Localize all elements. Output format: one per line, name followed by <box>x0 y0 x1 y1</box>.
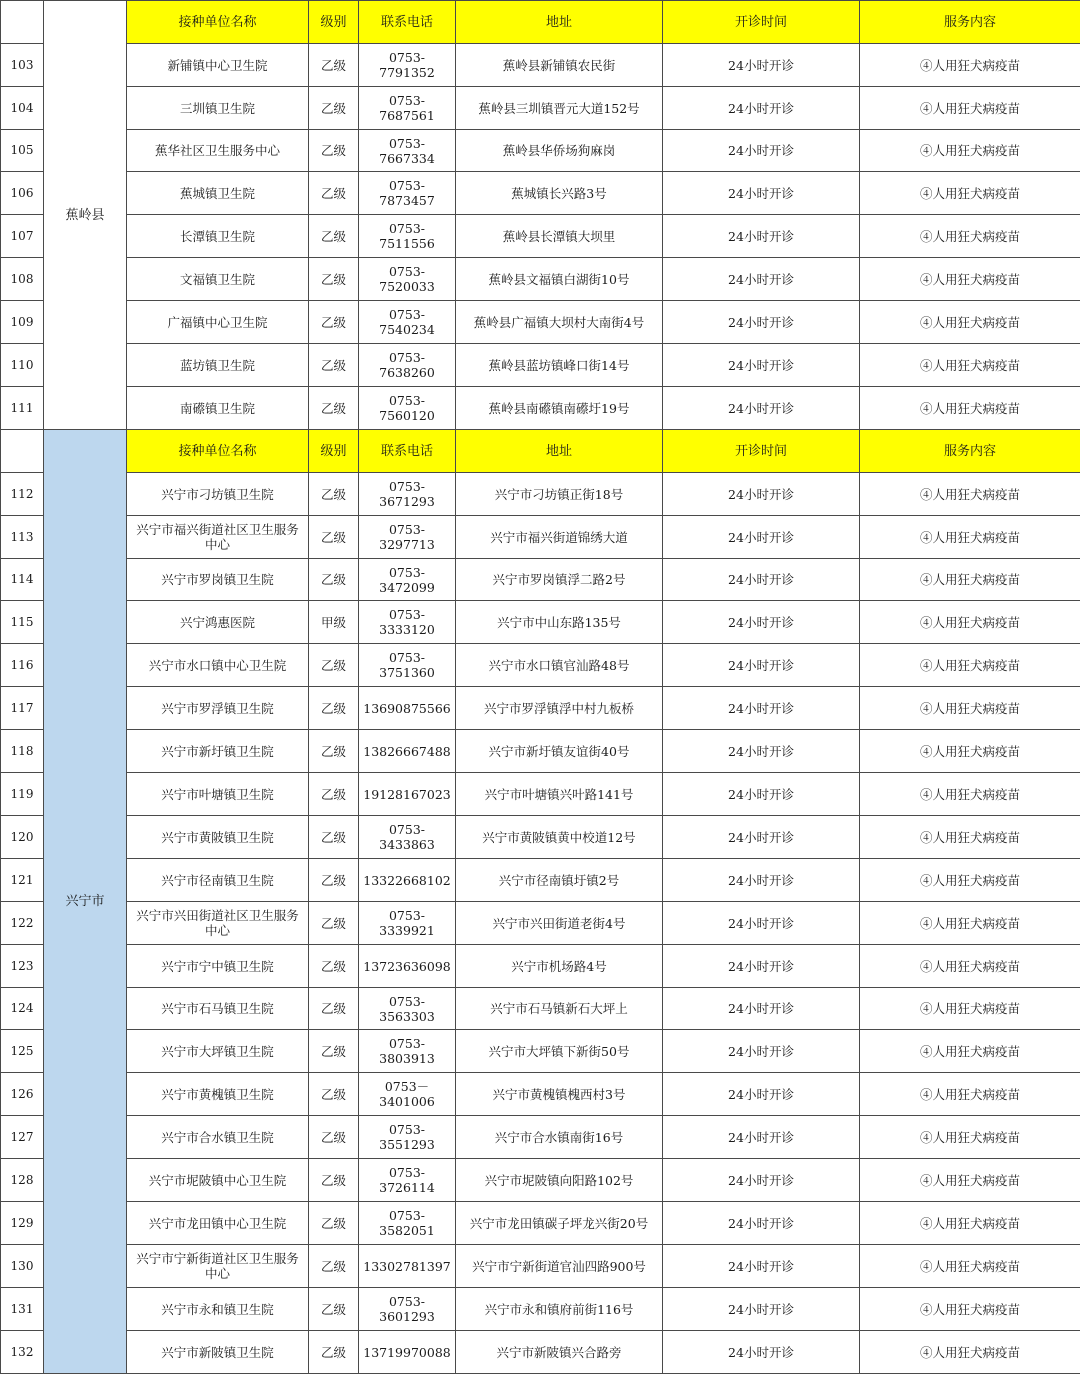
site-phone: 0753-3751360 <box>359 644 456 687</box>
row-number: 124 <box>1 988 44 1030</box>
index-header-cell <box>1 430 44 473</box>
site-level: 乙级 <box>309 1030 359 1073</box>
index-header-cell <box>1 1 44 44</box>
row-number: 118 <box>1 730 44 773</box>
site-name: 新铺镇中心卫生院 <box>127 44 309 87</box>
table-row <box>1 816 1080 859</box>
row-number: 110 <box>1 344 44 387</box>
site-service: ④人用狂犬病疫苗 <box>860 859 1080 902</box>
table-row <box>1 1159 1080 1202</box>
site-name: 兴宁市新陂镇卫生院 <box>127 1331 309 1374</box>
table-row <box>1 516 1080 559</box>
table-row <box>1 644 1080 687</box>
site-service: ④人用狂犬病疫苗 <box>860 130 1080 172</box>
table-row <box>1 687 1080 730</box>
site-level: 甲级 <box>309 601 359 644</box>
table-row <box>1 773 1080 816</box>
column-header-address: 地址 <box>456 430 663 473</box>
site-address: 蕉岭县蓝坊镇峰口街14号 <box>456 344 663 387</box>
site-phone: 13723636098 <box>359 945 456 988</box>
site-level: 乙级 <box>309 130 359 172</box>
site-service: ④人用狂犬病疫苗 <box>860 44 1080 87</box>
site-level: 乙级 <box>309 988 359 1030</box>
table-row <box>1 945 1080 988</box>
site-hours: 24小时开诊 <box>663 816 860 859</box>
site-phone: 0753-3671293 <box>359 473 456 516</box>
site-service: ④人用狂犬病疫苗 <box>860 1331 1080 1374</box>
row-number: 120 <box>1 816 44 859</box>
site-name: 兴宁市新圩镇卫生院 <box>127 730 309 773</box>
row-number: 126 <box>1 1073 44 1116</box>
site-phone: 0753-3472099 <box>359 559 456 601</box>
site-name: 兴宁市水口镇中心卫生院 <box>127 644 309 687</box>
site-address: 兴宁市合水镇南街16号 <box>456 1116 663 1159</box>
site-name: 兴宁市坭陂镇中心卫生院 <box>127 1159 309 1202</box>
site-name: 长潭镇卫生院 <box>127 215 309 258</box>
site-service: ④人用狂犬病疫苗 <box>860 87 1080 130</box>
row-number: 108 <box>1 258 44 301</box>
site-level: 乙级 <box>309 387 359 430</box>
table-row <box>1 44 1080 87</box>
site-name: 文福镇卫生院 <box>127 258 309 301</box>
table-row <box>1 1030 1080 1073</box>
site-phone: 19128167023 <box>359 773 456 816</box>
column-header-hours: 开诊时间 <box>663 1 860 44</box>
row-number: 113 <box>1 516 44 559</box>
site-address: 兴宁市坭陂镇向阳路102号 <box>456 1159 663 1202</box>
site-name: 兴宁市合水镇卫生院 <box>127 1116 309 1159</box>
table-row <box>1 1331 1080 1374</box>
table-row <box>1 344 1080 387</box>
site-level: 乙级 <box>309 902 359 945</box>
site-address: 蕉岭县文福镇白湖街10号 <box>456 258 663 301</box>
table-row <box>1 730 1080 773</box>
site-hours: 24小时开诊 <box>663 516 860 559</box>
column-header-hours: 开诊时间 <box>663 430 860 473</box>
table-row <box>1 215 1080 258</box>
site-address: 蕉城镇长兴路3号 <box>456 172 663 215</box>
site-address: 兴宁市黄槐镇槐西村3号 <box>456 1073 663 1116</box>
site-phone: 0753-3601293 <box>359 1288 456 1331</box>
site-name: 南礤镇卫生院 <box>127 387 309 430</box>
site-address: 兴宁市大坪镇下新街50号 <box>456 1030 663 1073</box>
site-phone: 0753-3726114 <box>359 1159 456 1202</box>
site-hours: 24小时开诊 <box>663 1159 860 1202</box>
site-name: 兴宁市福兴街道社区卫生服务中心 <box>127 516 309 559</box>
table-row <box>1 87 1080 130</box>
row-number: 115 <box>1 601 44 644</box>
site-hours: 24小时开诊 <box>663 902 860 945</box>
site-hours: 24小时开诊 <box>663 387 860 430</box>
table-row <box>1 601 1080 644</box>
site-level: 乙级 <box>309 516 359 559</box>
site-hours: 24小时开诊 <box>663 988 860 1030</box>
site-hours: 24小时开诊 <box>663 301 860 344</box>
site-hours: 24小时开诊 <box>663 730 860 773</box>
header-row <box>1 1 1080 44</box>
row-number: 131 <box>1 1288 44 1331</box>
site-service: ④人用狂犬病疫苗 <box>860 344 1080 387</box>
site-hours: 24小时开诊 <box>663 258 860 301</box>
site-service: ④人用狂犬病疫苗 <box>860 988 1080 1030</box>
site-phone: 0753-7520033 <box>359 258 456 301</box>
site-address: 兴宁市永和镇府前街116号 <box>456 1288 663 1331</box>
site-address: 兴宁市黄陂镇黄中校道12号 <box>456 816 663 859</box>
column-header-service: 服务内容 <box>860 430 1080 473</box>
site-level: 乙级 <box>309 344 359 387</box>
site-level: 乙级 <box>309 859 359 902</box>
site-service: ④人用狂犬病疫苗 <box>860 215 1080 258</box>
site-phone: 0753-3803913 <box>359 1030 456 1073</box>
row-number: 130 <box>1 1245 44 1288</box>
site-name: 兴宁市兴田街道社区卫生服务中心 <box>127 902 309 945</box>
site-name: 兴宁市永和镇卫生院 <box>127 1288 309 1331</box>
row-number: 104 <box>1 87 44 130</box>
site-phone: 0753-3551293 <box>359 1116 456 1159</box>
table-body <box>1 1 1080 1374</box>
site-service: ④人用狂犬病疫苗 <box>860 387 1080 430</box>
site-level: 乙级 <box>309 559 359 601</box>
site-address: 兴宁市新圩镇友谊街40号 <box>456 730 663 773</box>
row-number: 117 <box>1 687 44 730</box>
site-phone: 0753-7540234 <box>359 301 456 344</box>
site-level: 乙级 <box>309 1202 359 1245</box>
site-name: 蓝坊镇卫生院 <box>127 344 309 387</box>
site-name: 兴宁鸿惠医院 <box>127 601 309 644</box>
site-phone: 0753-7560120 <box>359 387 456 430</box>
site-name: 兴宁市石马镇卫生院 <box>127 988 309 1030</box>
site-level: 乙级 <box>309 44 359 87</box>
site-address: 兴宁市刁坊镇正街18号 <box>456 473 663 516</box>
row-number: 119 <box>1 773 44 816</box>
site-service: ④人用狂犬病疫苗 <box>860 1159 1080 1202</box>
site-phone: 0753-3333120 <box>359 601 456 644</box>
site-service: ④人用狂犬病疫苗 <box>860 301 1080 344</box>
site-service: ④人用狂犬病疫苗 <box>860 773 1080 816</box>
table-row <box>1 1288 1080 1331</box>
row-number: 128 <box>1 1159 44 1202</box>
site-level: 乙级 <box>309 687 359 730</box>
site-phone: 13719970088 <box>359 1331 456 1374</box>
site-address: 兴宁市宁新街道官汕四路900号 <box>456 1245 663 1288</box>
site-hours: 24小时开诊 <box>663 172 860 215</box>
table-row <box>1 301 1080 344</box>
site-address: 蕉岭县广福镇大坝村大南街4号 <box>456 301 663 344</box>
site-phone: 0753-7511556 <box>359 215 456 258</box>
site-level: 乙级 <box>309 172 359 215</box>
site-phone: 0753-3563303 <box>359 988 456 1030</box>
site-level: 乙级 <box>309 816 359 859</box>
site-level: 乙级 <box>309 215 359 258</box>
site-level: 乙级 <box>309 1159 359 1202</box>
row-number: 111 <box>1 387 44 430</box>
site-name: 兴宁市龙田镇中心卫生院 <box>127 1202 309 1245</box>
row-number: 123 <box>1 945 44 988</box>
site-hours: 24小时开诊 <box>663 601 860 644</box>
site-phone: 0753-3339921 <box>359 902 456 945</box>
site-service: ④人用狂犬病疫苗 <box>860 172 1080 215</box>
site-service: ④人用狂犬病疫苗 <box>860 902 1080 945</box>
site-service: ④人用狂犬病疫苗 <box>860 1288 1080 1331</box>
site-phone: 13302781397 <box>359 1245 456 1288</box>
site-service: ④人用狂犬病疫苗 <box>860 644 1080 687</box>
site-hours: 24小时开诊 <box>663 130 860 172</box>
site-hours: 24小时开诊 <box>663 644 860 687</box>
site-hours: 24小时开诊 <box>663 1030 860 1073</box>
site-level: 乙级 <box>309 473 359 516</box>
row-number: 105 <box>1 130 44 172</box>
site-address: 兴宁市福兴街道锦绣大道 <box>456 516 663 559</box>
row-number: 127 <box>1 1116 44 1159</box>
column-header-phone: 联系电话 <box>359 1 456 44</box>
row-number: 109 <box>1 301 44 344</box>
site-hours: 24小时开诊 <box>663 87 860 130</box>
table-row <box>1 1073 1080 1116</box>
site-address: 兴宁市中山东路135号 <box>456 601 663 644</box>
site-name: 蕉城镇卫生院 <box>127 172 309 215</box>
row-number: 125 <box>1 1030 44 1073</box>
site-service: ④人用狂犬病疫苗 <box>860 601 1080 644</box>
site-address: 兴宁市龙田镇碳子坪龙兴街20号 <box>456 1202 663 1245</box>
site-name: 三圳镇卫生院 <box>127 87 309 130</box>
site-level: 乙级 <box>309 1116 359 1159</box>
site-address: 兴宁市罗岗镇浮二路2号 <box>456 559 663 601</box>
row-number: 116 <box>1 644 44 687</box>
site-hours: 24小时开诊 <box>663 773 860 816</box>
row-number: 107 <box>1 215 44 258</box>
site-service: ④人用狂犬病疫苗 <box>860 1245 1080 1288</box>
table-row <box>1 559 1080 601</box>
site-service: ④人用狂犬病疫苗 <box>860 258 1080 301</box>
site-level: 乙级 <box>309 1073 359 1116</box>
site-name: 蕉华社区卫生服务中心 <box>127 130 309 172</box>
site-level: 乙级 <box>309 773 359 816</box>
site-address: 蕉岭县长潭镇大坝里 <box>456 215 663 258</box>
header-row <box>1 430 1080 473</box>
site-phone: 0753－3401006 <box>359 1073 456 1116</box>
site-service: ④人用狂犬病疫苗 <box>860 945 1080 988</box>
table-row <box>1 1245 1080 1288</box>
site-phone: 0753-3582051 <box>359 1202 456 1245</box>
site-service: ④人用狂犬病疫苗 <box>860 1073 1080 1116</box>
row-number: 132 <box>1 1331 44 1374</box>
site-service: ④人用狂犬病疫苗 <box>860 1030 1080 1073</box>
site-level: 乙级 <box>309 644 359 687</box>
site-hours: 24小时开诊 <box>663 1202 860 1245</box>
site-level: 乙级 <box>309 1331 359 1374</box>
county-cell: 兴宁市 <box>44 430 127 1374</box>
column-header-level: 级别 <box>309 1 359 44</box>
site-address: 兴宁市罗浮镇浮中村九板桥 <box>456 687 663 730</box>
site-service: ④人用狂犬病疫苗 <box>860 559 1080 601</box>
site-phone: 0753-3297713 <box>359 516 456 559</box>
site-address: 兴宁市新陂镇兴合路旁 <box>456 1331 663 1374</box>
site-address: 蕉岭县新铺镇农民街 <box>456 44 663 87</box>
table-row <box>1 258 1080 301</box>
site-hours: 24小时开诊 <box>663 1116 860 1159</box>
site-name: 兴宁市罗浮镇卫生院 <box>127 687 309 730</box>
table-row <box>1 172 1080 215</box>
site-address: 兴宁市兴田街道老街4号 <box>456 902 663 945</box>
site-hours: 24小时开诊 <box>663 344 860 387</box>
table-row <box>1 130 1080 172</box>
site-phone: 13690875566 <box>359 687 456 730</box>
site-name: 兴宁市叶塘镇卫生院 <box>127 773 309 816</box>
site-phone: 13322668102 <box>359 859 456 902</box>
site-level: 乙级 <box>309 945 359 988</box>
site-address: 蕉岭县三圳镇晋元大道152号 <box>456 87 663 130</box>
site-name: 兴宁市黄槐镇卫生院 <box>127 1073 309 1116</box>
site-address: 兴宁市叶塘镇兴叶路141号 <box>456 773 663 816</box>
row-number: 106 <box>1 172 44 215</box>
row-number: 114 <box>1 559 44 601</box>
table-row <box>1 902 1080 945</box>
site-address: 兴宁市机场路4号 <box>456 945 663 988</box>
site-service: ④人用狂犬病疫苗 <box>860 473 1080 516</box>
county-cell: 蕉岭县 <box>44 1 127 430</box>
site-name: 兴宁市大坪镇卫生院 <box>127 1030 309 1073</box>
table-row <box>1 1202 1080 1245</box>
site-hours: 24小时开诊 <box>663 215 860 258</box>
row-number: 103 <box>1 44 44 87</box>
site-hours: 24小时开诊 <box>663 1331 860 1374</box>
site-service: ④人用狂犬病疫苗 <box>860 687 1080 730</box>
site-hours: 24小时开诊 <box>663 859 860 902</box>
site-level: 乙级 <box>309 730 359 773</box>
table-row <box>1 1116 1080 1159</box>
site-service: ④人用狂犬病疫苗 <box>860 1202 1080 1245</box>
site-hours: 24小时开诊 <box>663 44 860 87</box>
site-name: 兴宁市黄陂镇卫生院 <box>127 816 309 859</box>
site-name: 兴宁市罗岗镇卫生院 <box>127 559 309 601</box>
column-header-address: 地址 <box>456 1 663 44</box>
site-service: ④人用狂犬病疫苗 <box>860 816 1080 859</box>
site-level: 乙级 <box>309 1288 359 1331</box>
site-service: ④人用狂犬病疫苗 <box>860 730 1080 773</box>
column-header-level: 级别 <box>309 430 359 473</box>
site-hours: 24小时开诊 <box>663 1073 860 1116</box>
site-phone: 0753-7638260 <box>359 344 456 387</box>
site-address: 蕉岭县华侨场狗麻岗 <box>456 130 663 172</box>
column-header-service: 服务内容 <box>860 1 1080 44</box>
site-name: 广福镇中心卫生院 <box>127 301 309 344</box>
column-header-name: 接种单位名称 <box>127 1 309 44</box>
site-phone: 0753-7687561 <box>359 87 456 130</box>
site-phone: 0753-7791352 <box>359 44 456 87</box>
row-number: 121 <box>1 859 44 902</box>
site-name: 兴宁市宁新街道社区卫生服务中心 <box>127 1245 309 1288</box>
site-level: 乙级 <box>309 301 359 344</box>
site-level: 乙级 <box>309 1245 359 1288</box>
table-row <box>1 387 1080 430</box>
column-header-phone: 联系电话 <box>359 430 456 473</box>
site-name: 兴宁市径南镇卫生院 <box>127 859 309 902</box>
site-address: 兴宁市水口镇官汕路48号 <box>456 644 663 687</box>
site-hours: 24小时开诊 <box>663 945 860 988</box>
site-hours: 24小时开诊 <box>663 473 860 516</box>
site-level: 乙级 <box>309 87 359 130</box>
site-address: 蕉岭县南礤镇南礤圩19号 <box>456 387 663 430</box>
site-service: ④人用狂犬病疫苗 <box>860 516 1080 559</box>
table-row <box>1 988 1080 1030</box>
column-header-name: 接种单位名称 <box>127 430 309 473</box>
row-number: 122 <box>1 902 44 945</box>
table-row <box>1 473 1080 516</box>
row-number: 129 <box>1 1202 44 1245</box>
row-number: 112 <box>1 473 44 516</box>
site-name: 兴宁市宁中镇卫生院 <box>127 945 309 988</box>
site-hours: 24小时开诊 <box>663 1288 860 1331</box>
site-level: 乙级 <box>309 258 359 301</box>
site-hours: 24小时开诊 <box>663 1245 860 1288</box>
site-phone: 0753-7667334 <box>359 130 456 172</box>
site-address: 兴宁市石马镇新石大坪上 <box>456 988 663 1030</box>
site-phone: 13826667488 <box>359 730 456 773</box>
site-phone: 0753-7873457 <box>359 172 456 215</box>
site-phone: 0753-3433863 <box>359 816 456 859</box>
site-address: 兴宁市径南镇圩镇2号 <box>456 859 663 902</box>
site-name: 兴宁市刁坊镇卫生院 <box>127 473 309 516</box>
site-hours: 24小时开诊 <box>663 559 860 601</box>
table-row <box>1 859 1080 902</box>
site-service: ④人用狂犬病疫苗 <box>860 1116 1080 1159</box>
site-hours: 24小时开诊 <box>663 687 860 730</box>
